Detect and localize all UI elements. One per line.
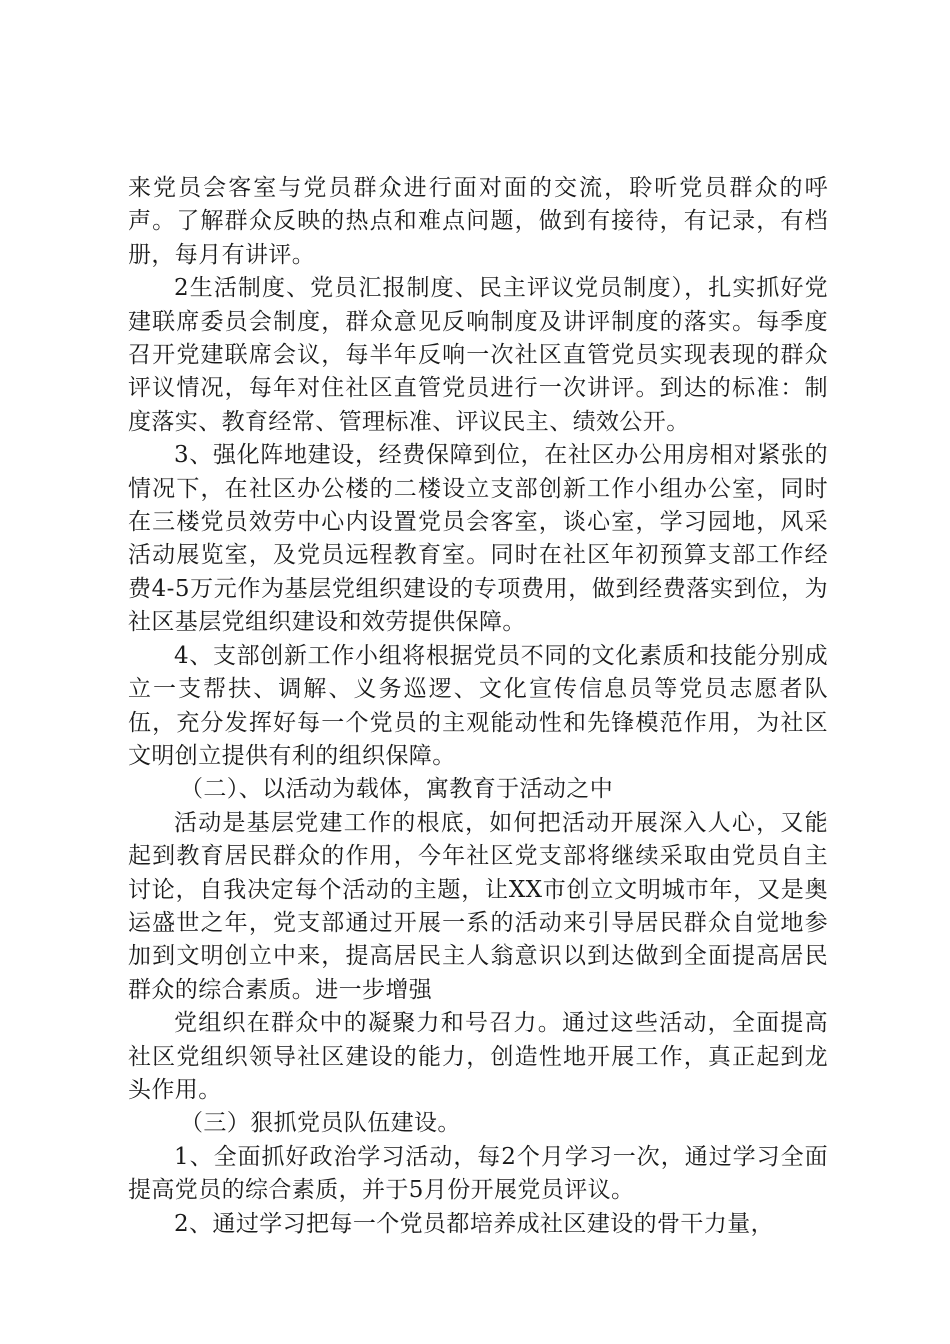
paragraph-item-4: 4、支部创新工作小组将根据党员不同的文化素质和技能分别成立一支帮扶、调解、义务巡逻、文化宣传信息员等党员志愿者队伍，充分发挥好每一个党员的主观能动性和先锋模范作用，为社区文明创立提供有利的组织保障。	[128, 642, 828, 769]
paragraph-item-3: 3、强化阵地建设，经费保障到位，在社区办公用房相对紧张的情况下，在社区办公楼的二楼设立支部创新工作小组办公室，同时在三楼党员效劳中心内设置党员会客室，谈心室，学习园地，风采活动展览室，及党员远程教育室。同时在社区年初预算支部工作经费4-5万元作为基层党组织建设的专项费用，做到经费落实到位，为社区基层党组织建设和效劳提供保障。	[128, 442, 828, 636]
paragraph-activities-cont: 党组织在群众中的凝聚力和号召力。通过这些活动，全面提高社区党组织领导社区建设的能力，创造性地开展工作，真正起到龙头作用。	[128, 1010, 828, 1103]
section-heading-3: （三）狠抓党员队伍建设。	[180, 1110, 461, 1137]
paragraph-activities: 活动是基层党建工作的根底，如何把活动开展深入人心，又能起到教育居民群众的作用，今年社区党支部将继续采取由党员自主讨论，自我决定每个活动的主题，让XX市创立文明城市年，又是奥运盛世之年，党支部通过开展一系的活动来引导居民群众自觉地参加到文明创立中来，提高居民主人翁意识以到达做到全面提高居民群众的综合素质。进一步增强	[128, 809, 828, 1003]
document-body	[128, 172, 828, 1241]
paragraph-study-1: 1、全面抓好政治学习活动，每2个月学习一次，通过学习全面提高党员的综合素质，并于5月份开展党员评议。	[128, 1143, 828, 1204]
section-heading-2: （二）、以活动为载体，寓教育于活动之中	[180, 776, 614, 803]
paragraph-item-2: 2生活制度、党员汇报制度、民主评议党员制度），扎实抓好党建联席委员会制度，群众意见反响制度及讲评制度的落实。每季度召开党建联席会议，每半年反响一次社区直管党员实现表现的群众评议情况，每年对住社区直管党员进行一次讲评。到达的标准：制度落实、教育经常、管理标准、评议民主、绩效公开。	[128, 275, 828, 435]
paragraph-continued: 来党员会客室与党员群众进行面对面的交流，聆听党员群众的呼声。了解群众反映的热点和难点问题，做到有接待，有记录，有档册，每月有讲评。	[128, 175, 828, 268]
paragraph-study-2: 2、通过学习把每一个党员都培养成社区建设的骨干力量，	[174, 1210, 775, 1237]
